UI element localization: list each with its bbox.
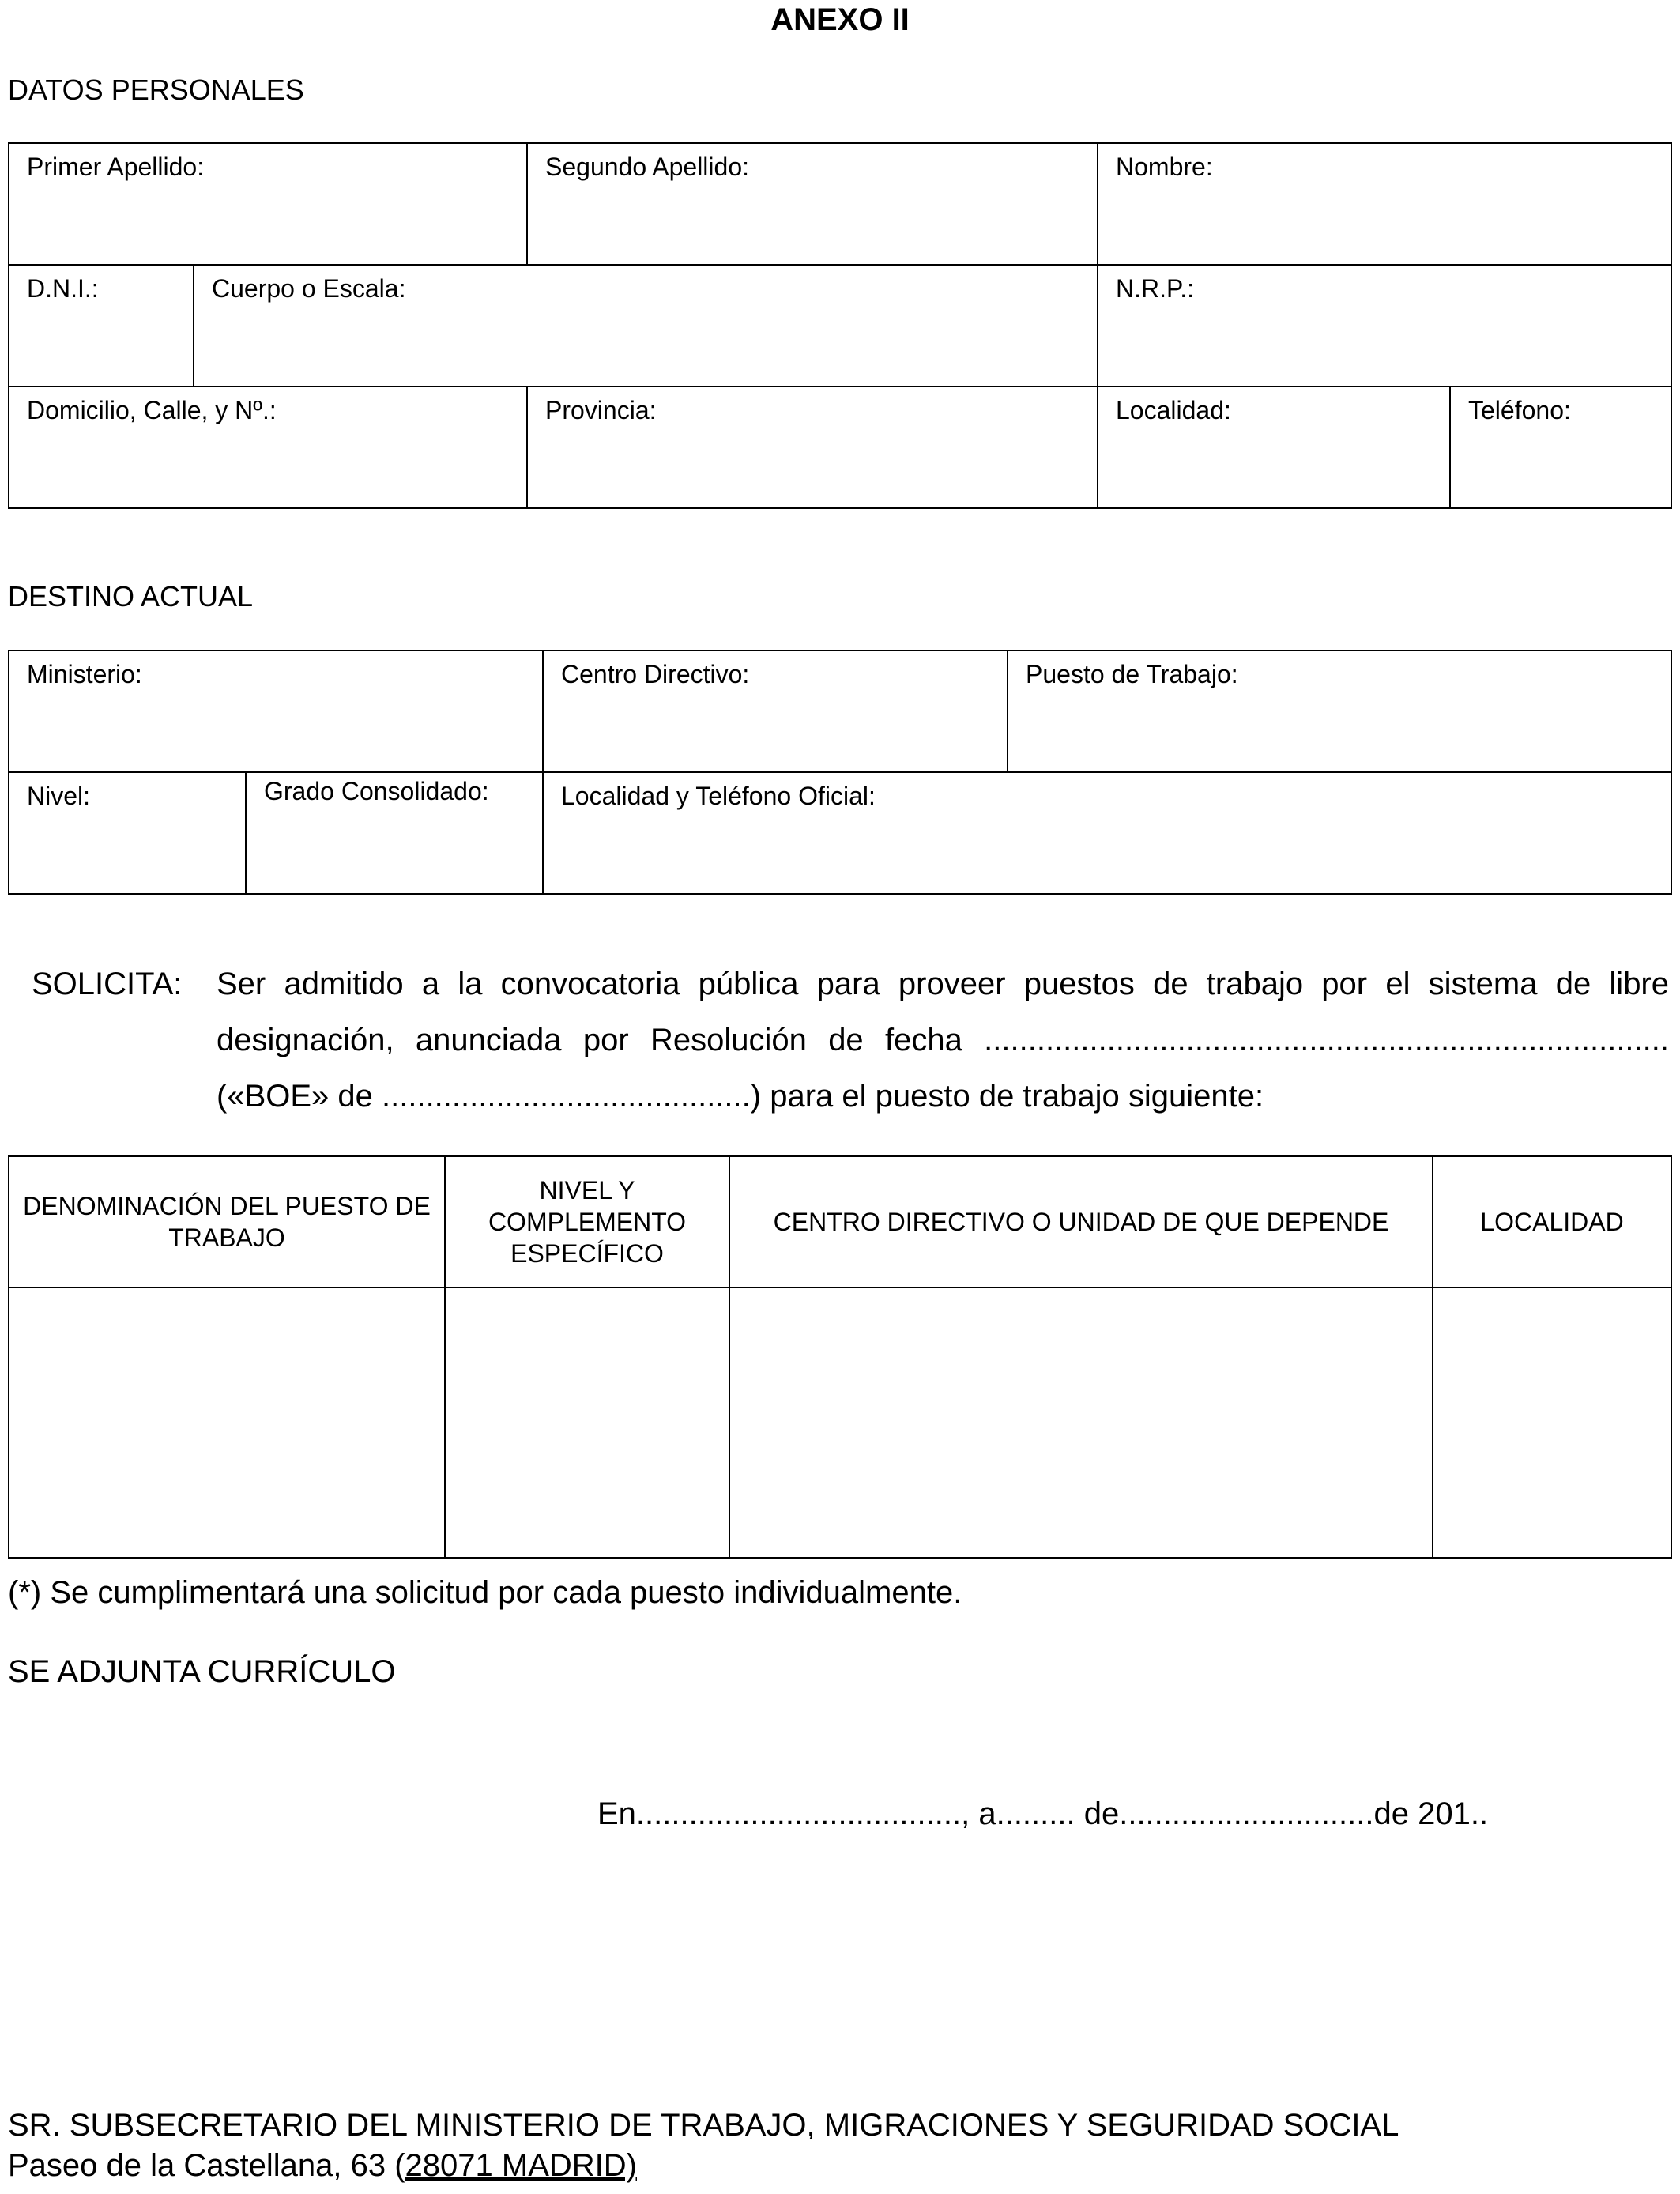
col-header-denominacion: DENOMINACIÓN DEL PUESTO DE TRABAJO [9, 1156, 445, 1287]
datos-personales-row [9, 386, 1671, 508]
col-header-nivel-complemento: NIVEL Y COMPLEMENTO ESPECÍFICO [445, 1156, 729, 1287]
nrp-field[interactable]: N.R.P.: [1098, 265, 1671, 386]
centro-directivo-cell[interactable] [729, 1287, 1433, 1558]
destino-actual-row [9, 650, 1671, 772]
denominacion-cell[interactable] [9, 1287, 445, 1558]
nombre-field[interactable]: Nombre: [1098, 143, 1671, 265]
datos-personales-row [9, 143, 1671, 265]
datos-personales-row [9, 265, 1671, 386]
nota-text: (*) Se cumplimentará una solicitud por cada puesto individualmente. [8, 1575, 962, 1610]
grado-consolidado-field[interactable]: Grado Consolidado: [246, 772, 543, 894]
nivel-field[interactable]: Nivel: [9, 772, 246, 894]
destino-actual-heading: DESTINO ACTUAL [8, 580, 254, 613]
datos-personales-table [8, 142, 1672, 509]
destinatario: SR. SUBSECRETARIO DEL MINISTERIO DE TRABAJO, MIGRACIONES Y SEGURIDAD SOCIAL [8, 2108, 1399, 2143]
datos-personales-heading: DATOS PERSONALES [8, 74, 304, 106]
page-title: ANEXO II [770, 2, 910, 37]
provincia-field[interactable]: Provincia: [527, 386, 1098, 508]
solicita-text: Ser admitido a la convocatoria pública para proveer puestos de trabajo por el sistema de libre designación, anunciada por Resolución de fecha .............................................................................. («BOE» de ..........................................) para el puesto de trabajo siguiente: [217, 967, 1669, 1114]
domicilio-field[interactable]: Domicilio, Calle, y Nº.: [9, 386, 527, 508]
localidad-telefono-oficial-field[interactable]: Localidad y Teléfono Oficial: [543, 772, 1671, 894]
segundo-apellido-field[interactable]: Segundo Apellido: [527, 143, 1098, 265]
nivel-complemento-cell[interactable] [445, 1287, 729, 1558]
localidad-field[interactable]: Localidad: [1098, 386, 1450, 508]
direccion-calle: Paseo de la Castellana, 63 ( [8, 2148, 405, 2183]
puesto-table [8, 1155, 1672, 1559]
col-header-localidad: LOCALIDAD [1433, 1156, 1671, 1287]
destino-actual-table [8, 650, 1672, 895]
puesto-trabajo-field[interactable]: Puesto de Trabajo: [1008, 650, 1671, 772]
fecha-linea: En....................................., a......... de.............................de 201.. [597, 1796, 1489, 1831]
ministerio-field[interactable]: Ministerio: [9, 650, 543, 772]
telefono-field[interactable]: Teléfono: [1450, 386, 1671, 508]
centro-directivo-field[interactable]: Centro Directivo: [543, 650, 1008, 772]
solicita-label: SOLICITA: [32, 967, 183, 1001]
puesto-table-row [9, 1287, 1671, 1558]
destino-actual-row [9, 772, 1671, 894]
adjunta-curriculo-text: SE ADJUNTA CURRÍCULO [8, 1654, 396, 1689]
localidad-cell[interactable] [1433, 1287, 1671, 1558]
dni-field[interactable]: D.N.I.: [9, 265, 194, 386]
cuerpo-escala-field[interactable]: Cuerpo o Escala: [194, 265, 1098, 386]
puesto-table-header [9, 1156, 1671, 1287]
direccion-codigo-postal: 28071 MADRID) [405, 2148, 637, 2183]
col-header-centro-directivo: CENTRO DIRECTIVO O UNIDAD DE QUE DEPENDE [729, 1156, 1433, 1287]
primer-apellido-field[interactable]: Primer Apellido: [9, 143, 527, 265]
direccion [8, 2146, 637, 2185]
